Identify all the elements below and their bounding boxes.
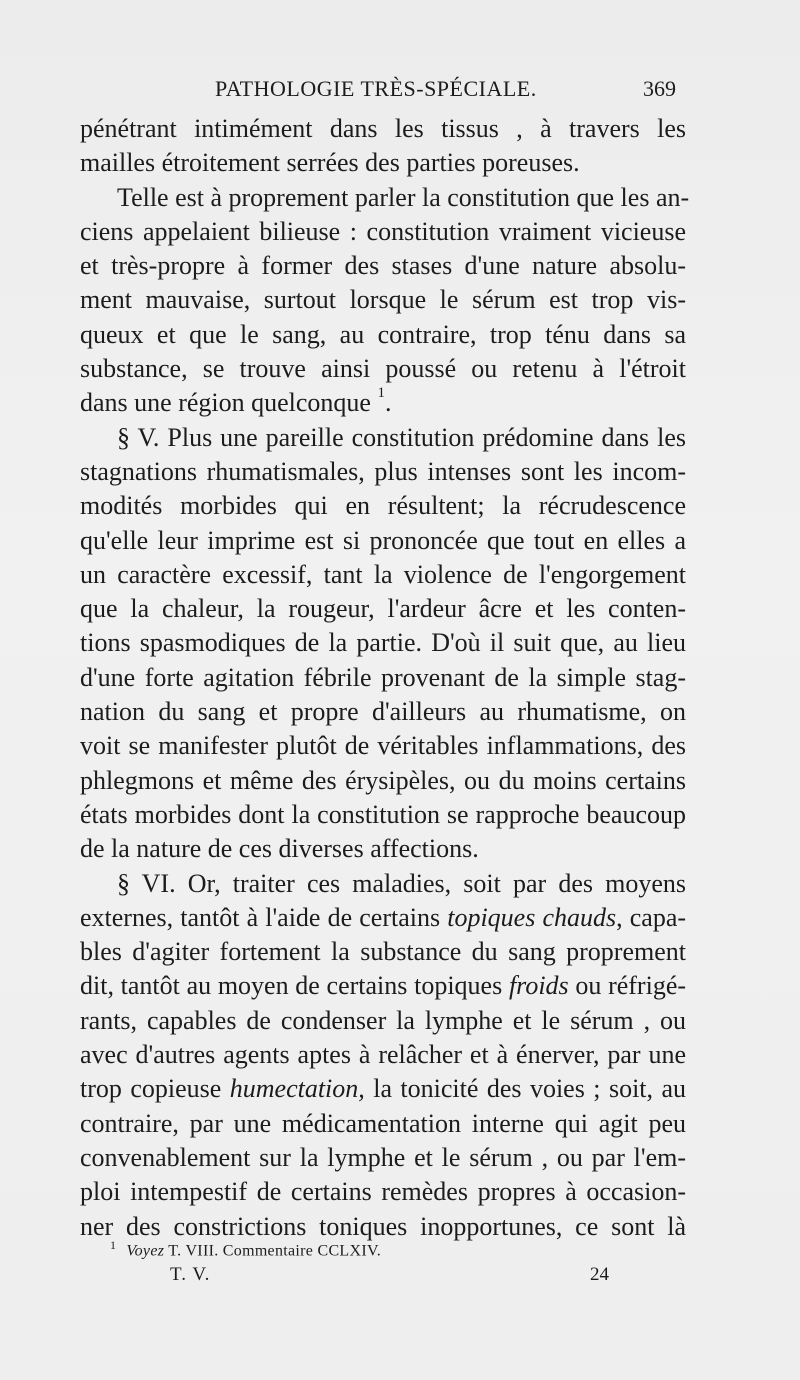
text-line-part: trop copieuse xyxy=(80,1074,222,1104)
text-line-part: , capa- xyxy=(616,902,687,932)
text-line: queux et que le sang, au contraire, trop ténu dans sa xyxy=(80,319,686,349)
signature-mark: T. V. xyxy=(170,1264,211,1285)
text-line: § VI. Or, traiter ces maladies, soit par des moyens xyxy=(117,868,686,898)
text-line: voit se manifester plutôt de véritables inflammations, des xyxy=(80,731,686,761)
italic-term: topiques chauds xyxy=(447,902,617,932)
text-line: contraire, par une médicamentation interne qui agit peu xyxy=(80,1108,686,1138)
text-line-part: dit, tantôt au moyen de certains topiques xyxy=(80,971,503,1001)
text-line: ner des constrictions toniques inopportunes, ce sont là xyxy=(80,1211,686,1241)
text-line: qu'elle leur imprime est si prononcée que tout en elles a xyxy=(80,525,686,555)
text-line: un caractère excessif, tant la violence de l'engorgement xyxy=(80,559,686,589)
text-line-with-italic xyxy=(80,969,686,1003)
footnote-reference: 1 xyxy=(377,385,385,402)
text-line: que la chaleur, la rougeur, l'ardeur âcre et les conten- xyxy=(80,594,686,624)
text-line: nation du sang et propre d'ailleurs au rhumatisme, on xyxy=(80,697,686,727)
text-line: Telle est à proprement parler la constitution que les an- xyxy=(117,182,690,212)
footnote-italic: Voyez xyxy=(126,1242,165,1260)
text-line: stagnations rhumatismales, plus intenses sont les incom- xyxy=(80,456,686,486)
text-line-with-italic xyxy=(80,1072,686,1106)
footnote-number: 1 xyxy=(110,1238,117,1252)
text-line: ment mauvaise, surtout lorsque le sérum est trop vis- xyxy=(80,285,686,315)
italic-term: humectation, xyxy=(229,1074,365,1104)
text-line: rants, capables de condenser la lymphe et le sérum , ou xyxy=(80,1005,686,1035)
text-line: états morbides dont la constitution se rapproche beaucoup xyxy=(80,799,686,829)
text-line-part: externes, tantôt à l'aide de certains xyxy=(80,902,441,932)
footnote xyxy=(110,1238,381,1260)
text-line: phlegmons et même des érysipèles, ou du moins certains xyxy=(80,765,686,795)
text-line-part: ou réfrigé- xyxy=(568,971,687,1001)
text-line: pénétrant intimément dans les tissus , à travers les xyxy=(80,114,686,143)
text-line-part: . xyxy=(384,388,392,418)
text-line: ploi intempestif de certains remèdes propres à occasion- xyxy=(80,1177,686,1207)
text-line: ciens appelaient bilieuse : constitution vraiment vicieuse xyxy=(80,216,686,246)
text-line: et très-propre à former des stases d'une nature absolu- xyxy=(80,251,686,281)
page-number: 369 xyxy=(643,76,676,101)
text-line: mailles étroitement serrées des parties poreuses. xyxy=(80,148,580,178)
text-line: tions spasmodiques de la partie. D'où il suit que, au lieu xyxy=(80,628,686,658)
text-line: substance, se trouve ainsi poussé ou retenu à l'étroit xyxy=(80,354,686,384)
text-line-with-ref xyxy=(80,386,686,420)
text-line: avec d'autres agents aptes à relâcher et à énerver, par une xyxy=(80,1040,686,1070)
text-line: d'une forte agitation fébrile provenant de la simple stag- xyxy=(80,662,686,692)
text-line-part: dans une région quelconque xyxy=(80,388,371,418)
text-line: de la nature de ces diverses affections. xyxy=(80,834,479,864)
text-line: bles d'agiter fortement la substance du sang proprement xyxy=(80,937,686,967)
italic-term: froids xyxy=(508,971,569,1001)
footnote-text: Voyez T. VIII. Commentaire CCLXIV. xyxy=(126,1242,382,1260)
body-text xyxy=(80,112,690,1244)
text-line: § V. Plus une pareille constitution prédomine dans les xyxy=(117,422,686,452)
text-line: modités morbides qui en résultent; la récrudescence xyxy=(80,491,686,521)
sheet-number: 24 xyxy=(590,1264,609,1285)
text-line-with-italic xyxy=(80,901,686,935)
text-line: convenablement sur la lymphe et le sérum , ou par l'em- xyxy=(80,1142,686,1172)
running-head: PATHOLOGIE TRÈS-SPÉCIALE. xyxy=(215,76,537,101)
text-line-part: la tonicité des voies ; soit, au xyxy=(364,1074,687,1104)
